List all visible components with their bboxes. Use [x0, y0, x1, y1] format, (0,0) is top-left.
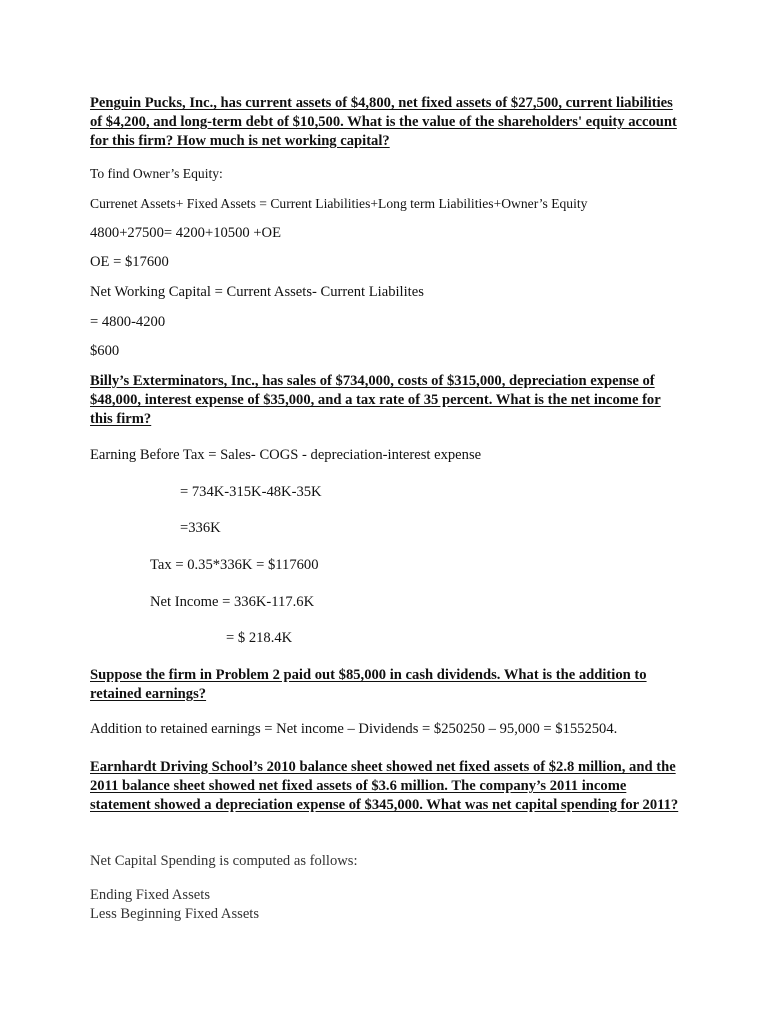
q4-less-beginning-fixed-assets: Less Beginning Fixed Assets	[90, 906, 260, 922]
q1-net-working-capital-values: = 4800-4200	[90, 314, 166, 330]
q4-net-capital-spending-intro: Net Capital Spending is computed as follows:	[90, 853, 358, 869]
q1-net-working-capital-formula: Net Working Capital = Current Assets- Current Liabilites	[90, 284, 424, 300]
q1-owners-equity-intro: To find Owner’s Equity:	[90, 166, 223, 181]
q1-net-working-capital-result: $600	[90, 343, 120, 359]
question-4-heading: Earnhardt Driving School’s 2010 balance sheet showed net fixed assets of $2.8 million, and the 2011 balance sheet showed net fixed assets of $3.6 million. The company’s 2011 income statement showed a depreciation expense of $345,000. What was net capital spending for 2011?	[90, 759, 679, 813]
q2-tax-calculation: Tax = 0.35*336K = $117600	[150, 557, 319, 573]
q2-net-income-formula: Net Income = 336K-117.6K	[150, 594, 315, 610]
q3-retained-earnings-calculation: Addition to retained earnings = Net income – Dividends = $250250 – 95,000 = $1552504.	[90, 721, 618, 737]
q2-ebt-result: =336K	[180, 520, 221, 536]
q2-ebt-formula: Earning Before Tax = Sales- COGS - depreciation-interest expense	[90, 447, 482, 463]
q1-accounting-equation: Currenet Assets+ Fixed Assets = Current Liabilities+Long term Liabilities+Owner’s Equity	[90, 196, 588, 211]
q2-net-income-result: = $ 218.4K	[226, 630, 293, 646]
question-3-heading: Suppose the firm in Problem 2 paid out $85,000 in cash dividends. What is the addition to retained earnings?	[90, 667, 647, 702]
question-1-heading: Penguin Pucks, Inc., has current assets of $4,800, net fixed assets of $27,500, current liabilities of $4,200, and long-term debt of $10,500. What is the value of the shareholders' equity account for this firm? How much is net working capital?	[90, 95, 677, 149]
q1-equation-values: 4800+27500= 4200+10500 +OE	[90, 225, 282, 241]
q1-owners-equity-result: OE = $17600	[90, 254, 169, 270]
question-2-heading: Billy’s Exterminators, Inc., has sales of $734,000, costs of $315,000, depreciation expense of $48,000, interest expense of $35,000, and a tax rate of 35 percent. What is the net income for this firm?	[90, 373, 661, 427]
q2-ebt-values: = 734K-315K-48K-35K	[180, 484, 322, 500]
q4-ending-fixed-assets: Ending Fixed Assets	[90, 887, 210, 903]
